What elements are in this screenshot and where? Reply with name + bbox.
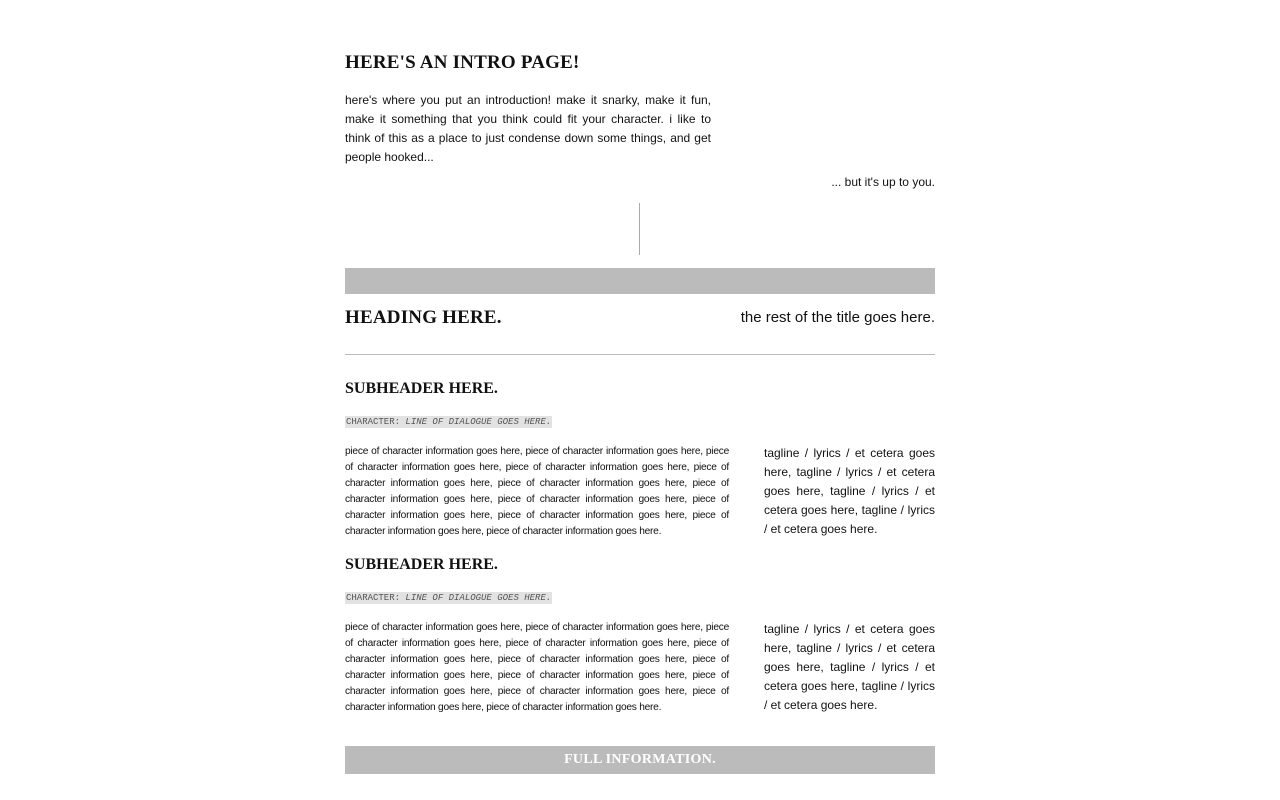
dialogue-speaker: CHARACTER:	[346, 417, 401, 427]
character-info: piece of character information goes here, piece of character information goes here, piece of character information goes here, piece of character information goes here, piece of character information goes here, piece of character information goes here, piece of character information goes here, piece of character information goes here, piece of character information goes here, piece of character information goes here, piece of character information goes here, piece of character information goes here.	[345, 446, 729, 537]
intro-text: here's where you put an introduction! make it snarky, make it fun, make it something that you think could fit your character. i like to think of this as a place to just condense down some things, and get people hooked...	[345, 93, 711, 164]
intro-aside: ... but it's up to you.	[831, 175, 935, 189]
horizontal-divider	[345, 354, 935, 355]
dialogue-quote	[345, 592, 552, 604]
tagline: tagline / lyrics / et cetera goes here, tagline / lyrics / et cetera goes here, tagline / lyrics / et cetera goes here, tagline / lyrics / et cetera goes here.	[764, 622, 935, 712]
vertical-divider	[639, 203, 640, 255]
header-bar	[345, 268, 935, 294]
dialogue-line: LINE OF DIALOGUE GOES HERE.	[405, 417, 552, 427]
page-heading: HEADING HERE.	[345, 307, 502, 328]
character-info: piece of character information goes here, piece of character information goes here, piece of character information goes here, piece of character information goes here, piece of character information goes here, piece of character information goes here, piece of character information goes here, piece of character information goes here, piece of character information goes here, piece of character information goes here, piece of character information goes here, piece of character information goes here.	[345, 622, 729, 713]
subheader: SUBHEADER HERE.	[345, 556, 498, 573]
dialogue-quote	[345, 416, 552, 428]
dialogue-speaker: CHARACTER:	[346, 593, 401, 603]
dialogue-line: LINE OF DIALOGUE GOES HERE.	[405, 593, 552, 603]
intro-title: HERE'S AN INTRO PAGE!	[345, 52, 580, 73]
subheader: SUBHEADER HERE.	[345, 380, 498, 397]
heading-subtitle: the rest of the title goes here.	[740, 309, 935, 326]
full-information-button[interactable]: FULL INFORMATION.	[345, 746, 935, 774]
tagline: tagline / lyrics / et cetera goes here, tagline / lyrics / et cetera goes here, tagline / lyrics / et cetera goes here, tagline / lyrics / et cetera goes here.	[764, 446, 935, 536]
